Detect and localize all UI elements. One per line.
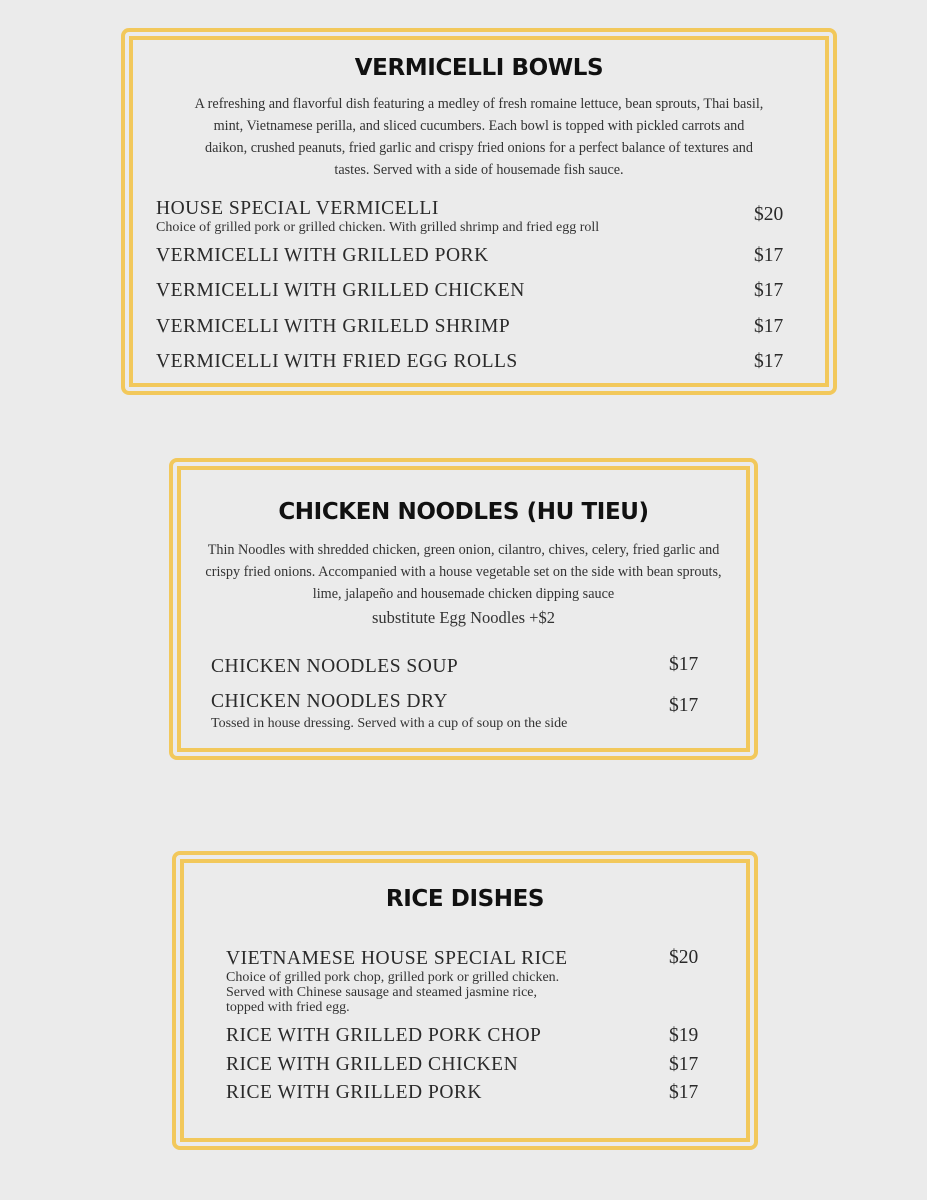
- item-name: CHICKEN NOODLES DRY: [211, 691, 449, 712]
- chicken-noodles-description: Thin Noodles with shredded chicken, green onion, cilantro, chives, celery, fried garlic and crispy fried onions. Accompanied with a house vegetable set on the side with bean sprouts, lime, jalapeño and housemade chicken dipping sauce: [205, 542, 722, 602]
- menu-item-vermicelli-fried-egg-rolls: VERMICELLI WITH FRIED EGG ROLLS: [156, 351, 518, 372]
- item-price: $20: [754, 204, 784, 225]
- chicken-noodles-title: CHICKEN NOODLES (HU TIEU): [278, 499, 649, 525]
- item-price: $17: [669, 695, 699, 716]
- vermicelli-inner-frame: [129, 36, 829, 387]
- item-name: VIETNAMESE HOUSE SPECIAL RICE: [226, 948, 568, 969]
- menu-item-chicken-noodles-dry: [211, 691, 661, 731]
- item-price: $17: [754, 280, 784, 301]
- item-price: $17: [754, 316, 784, 337]
- chicken-noodles-section: [169, 458, 758, 760]
- menu-item-vermicelli-grilled-shrimp: VERMICELLI WITH GRILELD SHRIMP: [156, 316, 511, 337]
- item-price: $20: [669, 947, 699, 968]
- menu-item-chicken-noodles-soup: CHICKEN NOODLES SOUP: [211, 656, 459, 677]
- vermicelli-title: VERMICELLI BOWLS: [354, 55, 604, 81]
- item-price: $17: [669, 1082, 699, 1103]
- rice-dishes-title: RICE DISHES: [385, 886, 545, 912]
- item-description: Tossed in house dressing. Served with a cup of soup on the side: [211, 716, 568, 731]
- menu-item-rice-grilled-pork: RICE WITH GRILLED PORK: [226, 1082, 482, 1103]
- vermicelli-section: [121, 28, 837, 395]
- item-price: $17: [754, 245, 784, 266]
- menu-item-rice-grilled-chicken: RICE WITH GRILLED CHICKEN: [226, 1054, 519, 1075]
- rice-dishes-section: [172, 851, 758, 1150]
- item-price: $17: [754, 351, 784, 372]
- substitute-note: substitute Egg Noodles +$2: [371, 608, 555, 627]
- item-price: $17: [669, 1054, 699, 1075]
- rice-dishes-inner-frame: [180, 859, 750, 1142]
- item-price: $17: [669, 654, 699, 675]
- item-name: HOUSE SPECIAL VERMICELLI: [156, 198, 439, 219]
- menu-item-rice-grilled-pork-chop: RICE WITH GRILLED PORK CHOP: [226, 1025, 542, 1046]
- vermicelli-description: A refreshing and flavorful dish featuring a medley of fresh romaine lettuce, bean sprouts, Thai basil, mint, Vietnamese perilla, and sliced cucumbers. Each bowl is topped with pickled carrots and daikon, crushed peanuts, fried garlic and crispy fried onions for a perfect balance of textures and tastes. Served with a side of housemade fish sauce.: [194, 96, 764, 178]
- chicken-noodles-inner-frame: [177, 466, 750, 752]
- menu-item-house-special-vermicelli: [156, 198, 776, 235]
- item-price: $19: [669, 1025, 699, 1046]
- item-description: Choice of grilled pork or grilled chicken. With grilled shrimp and fried egg roll: [156, 220, 600, 235]
- menu-item-vermicelli-grilled-chicken: VERMICELLI WITH GRILLED CHICKEN: [156, 280, 525, 301]
- menu-item-vietnamese-house-special-rice: [226, 948, 568, 1015]
- menu-item-vermicelli-grilled-pork: VERMICELLI WITH GRILLED PORK: [156, 245, 489, 266]
- item-description: Choice of grilled pork chop, grilled pork or grilled chicken. Served with Chinese sausage and steamed jasmine rice, topped with fried egg.: [226, 970, 560, 1015]
